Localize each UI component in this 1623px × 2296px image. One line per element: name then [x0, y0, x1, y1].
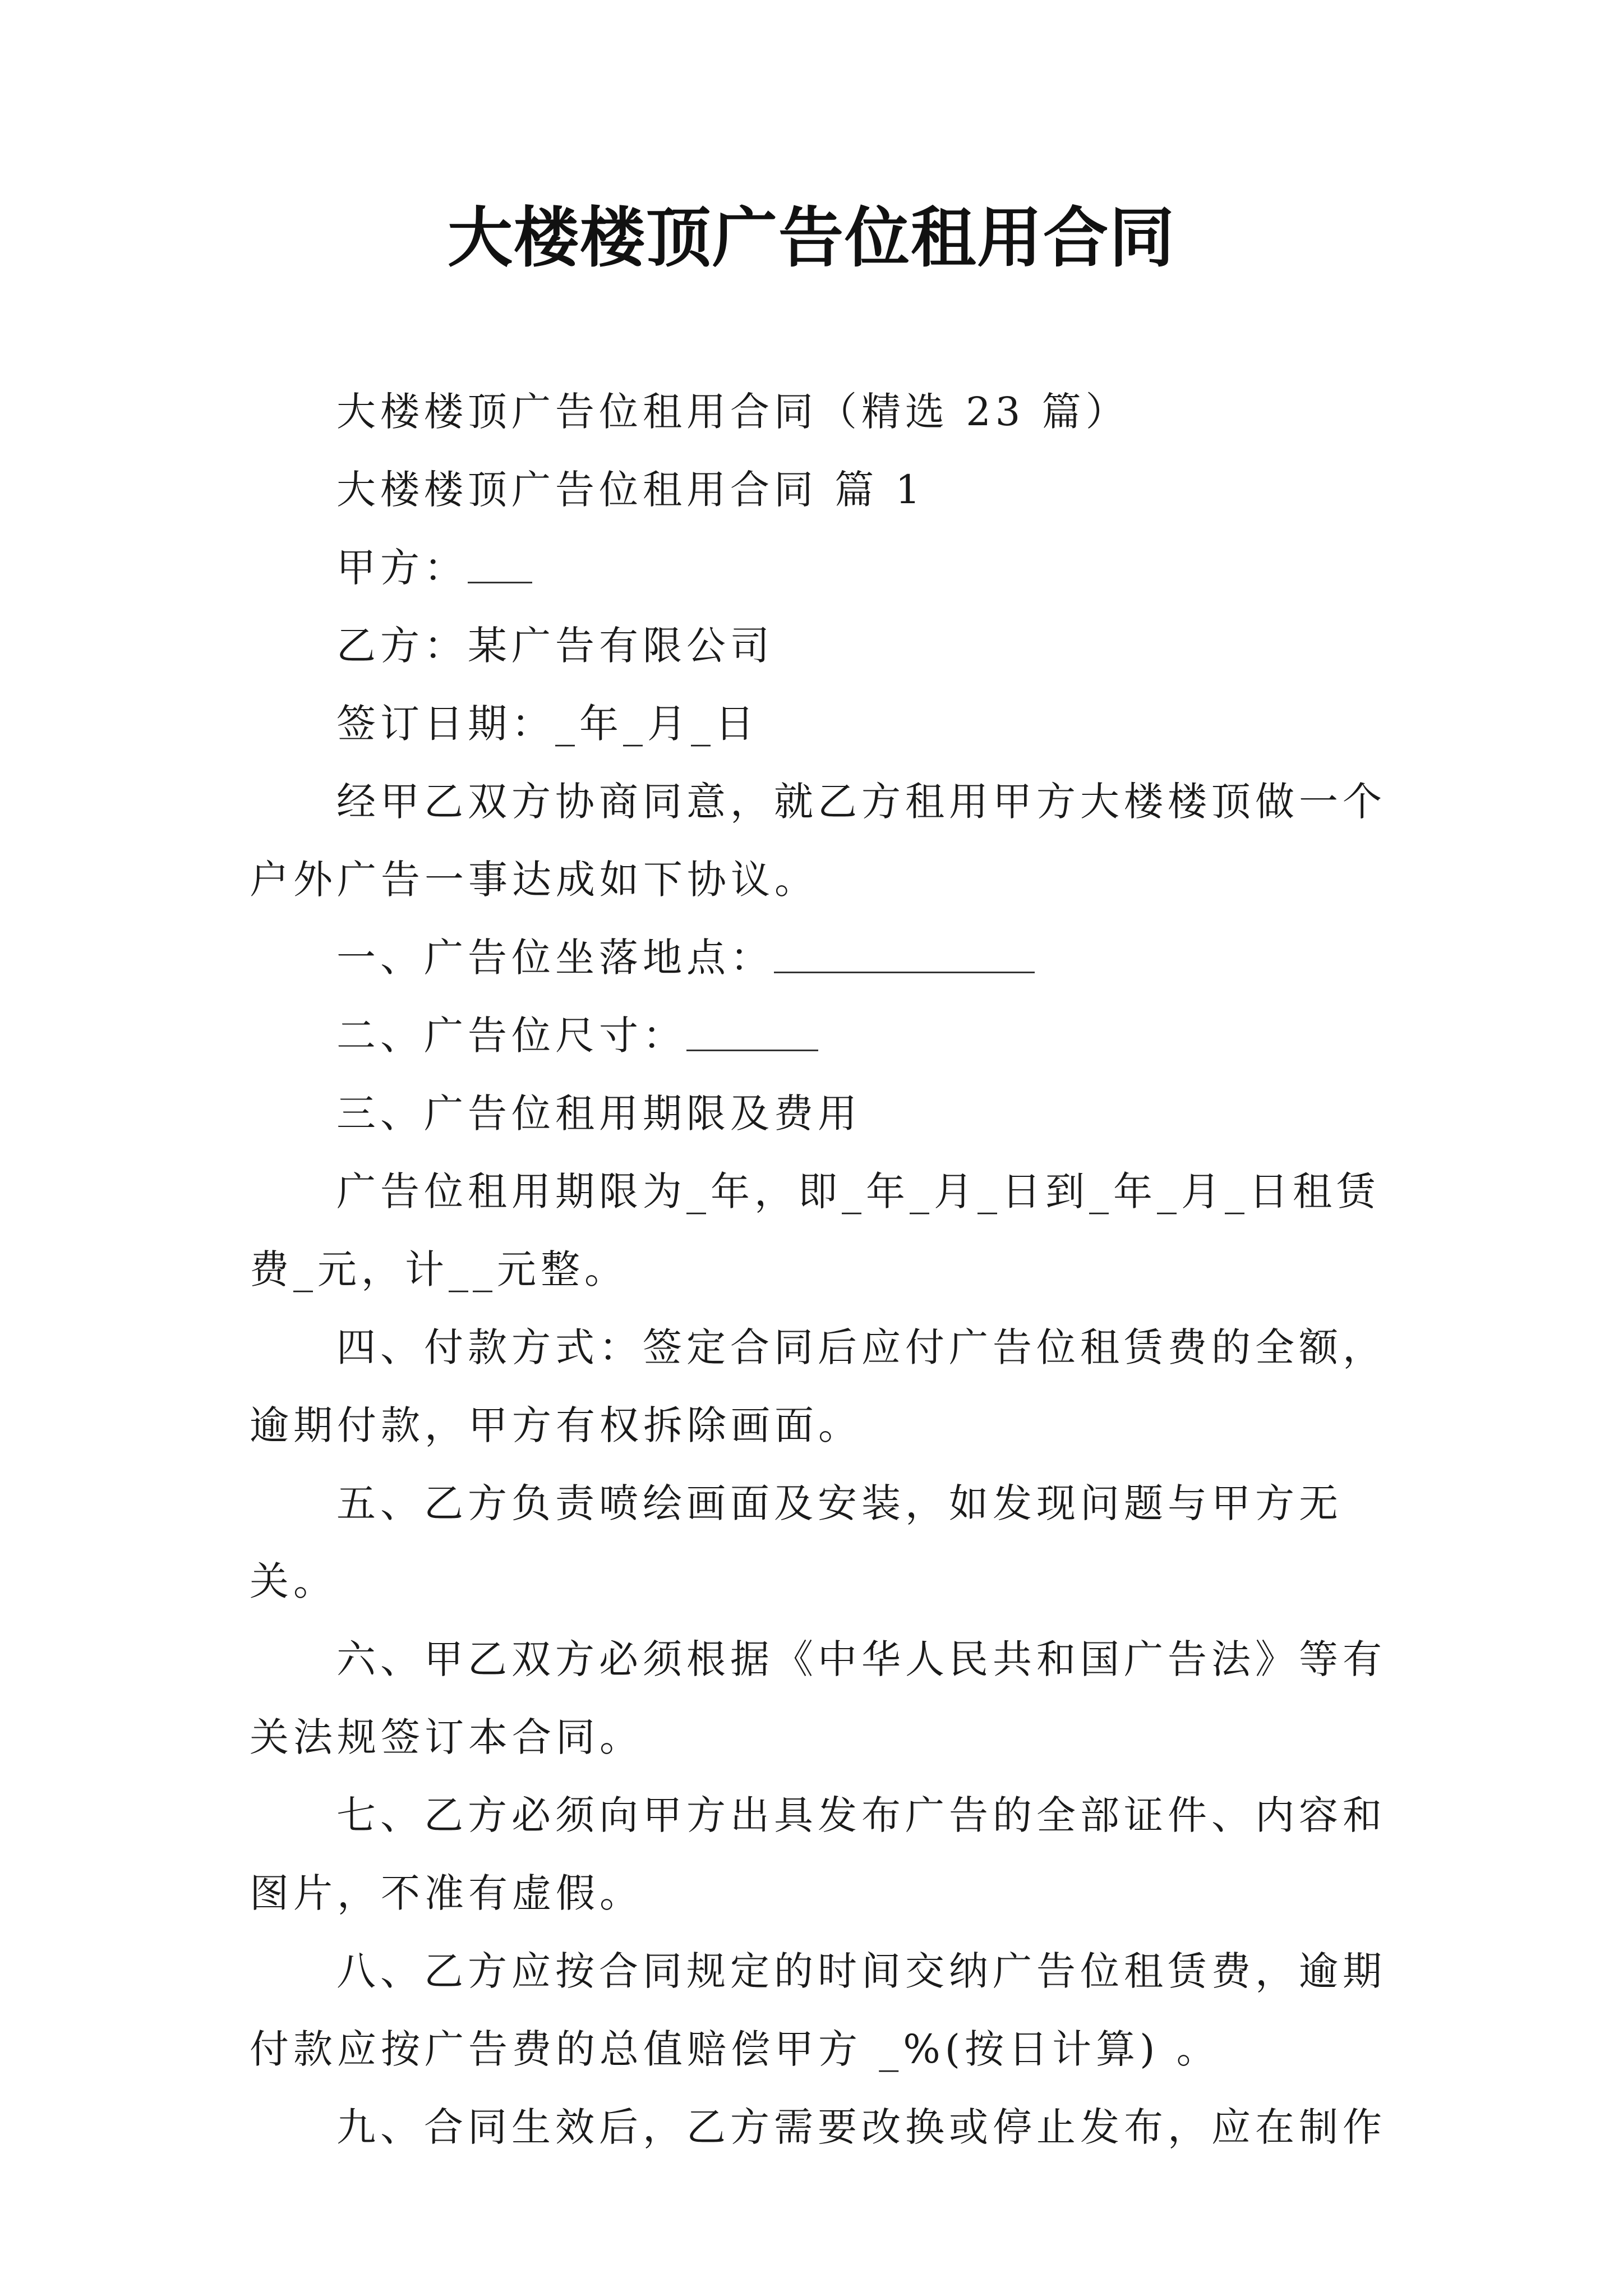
size-blank [686, 1012, 818, 1051]
clause-location-label: 一、广告位坐落地点： [336, 935, 774, 981]
document-title: 大楼楼顶广告位租用合同 [448, 200, 1175, 276]
party-a-label: 甲方： [336, 545, 468, 591]
agreement-intro: 经甲乙双方协商同意，就乙方租用甲方大楼楼顶做一个户外广告一事达成如下协议。 [250, 779, 1386, 903]
clause-payment: 四、付款方式：签定合同后应付广告位租赁费的全额，逾期付款，甲方有权拆除画面。 [250, 1324, 1386, 1448]
clause-change: 九、合同生效后，乙方需要改换或停止发布，应在制作 [336, 2104, 1386, 2150]
subtitle-line: 大楼楼顶广告位租用合同（精选 23 篇） [336, 389, 1129, 435]
document-body [250, 373, 1394, 2166]
section-heading: 大楼楼顶广告位租用合同 篇 1 [336, 467, 925, 513]
party-b-line: 乙方：某广告有限公司 [336, 623, 774, 669]
clause-size-label: 二、广告位尺寸： [336, 1013, 686, 1059]
clause-term-heading: 三、广告位租用期限及费用 [336, 1091, 861, 1137]
party-a-line [250, 529, 1394, 607]
clause-term-detail: 广告位租用期限为_年，即_年_月_日到_年_月_日租赁费_元，计__元整。 [250, 1168, 1380, 1292]
clause-law: 六、甲乙双方必须根据《中华人民共和国广告法》等有关法规签订本合同。 [250, 1636, 1386, 1760]
clause-location [250, 919, 1394, 997]
clause-installation: 五、乙方负责喷绘画面及安装，如发现问题与甲方无关。 [250, 1480, 1343, 1604]
clause-late-fee: 八、乙方应按合同规定的时间交纳广告位租赁费，逾期付款应按广告费的总值赔偿甲方 _%(按日计算) 。 [250, 1948, 1386, 2072]
clause-documents: 七、乙方必须向甲方出具发布广告的全部证件、内容和图片，不准有虚假。 [250, 1792, 1386, 1916]
party-a-blank [468, 544, 532, 583]
location-blank [774, 934, 1035, 973]
clause-size [250, 997, 1394, 1075]
signing-date-line: 签订日期：_年_月_日 [336, 701, 759, 747]
